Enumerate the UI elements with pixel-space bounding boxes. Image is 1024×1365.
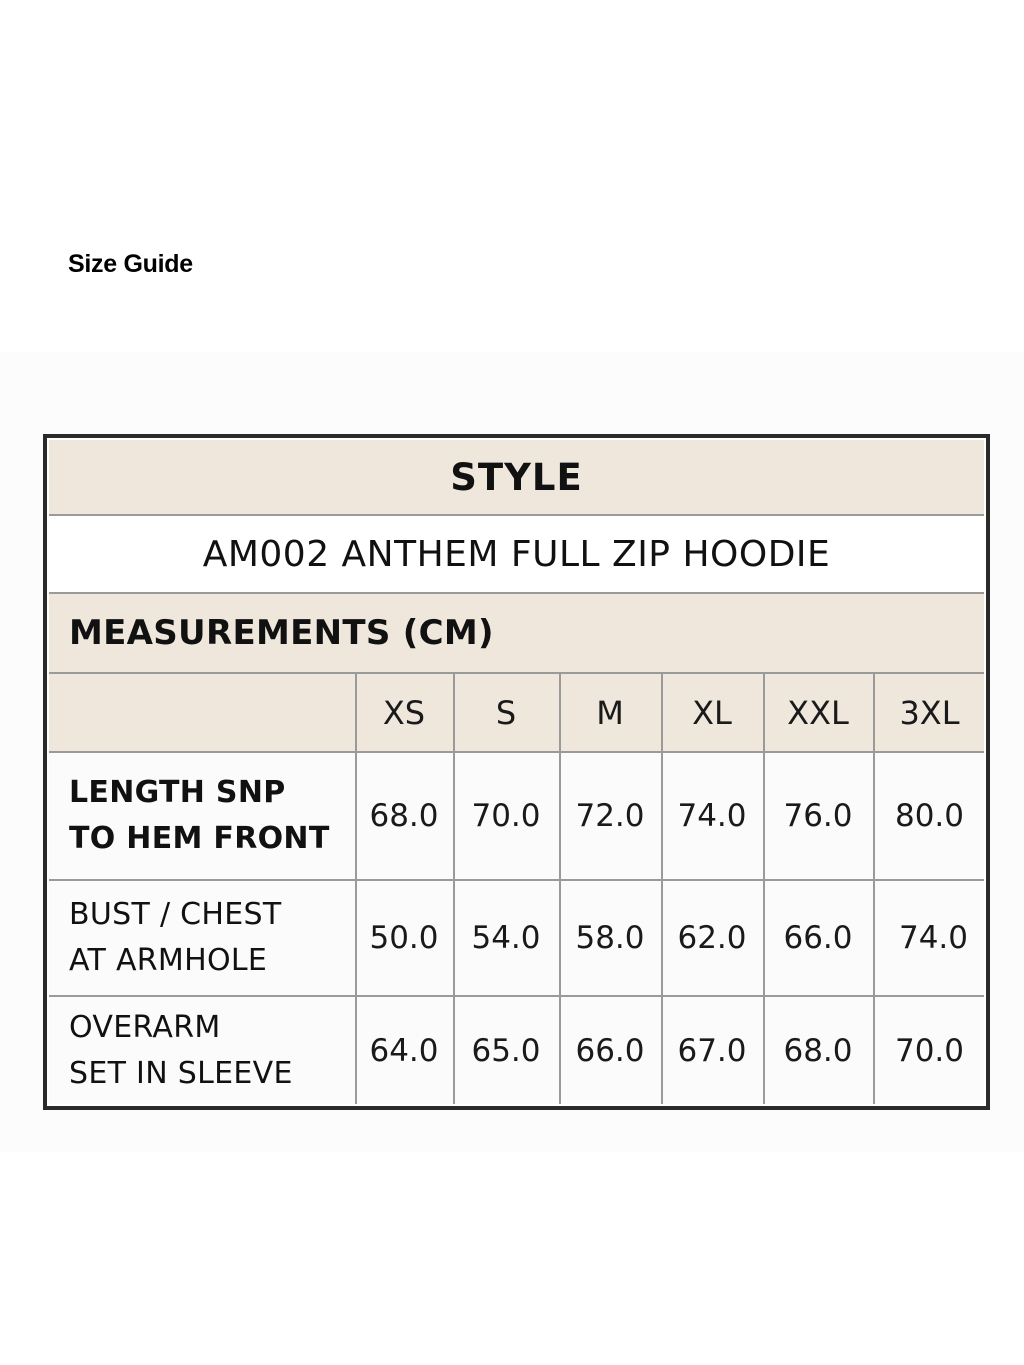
table-row [49, 881, 984, 995]
measurement-cell: 80.0 [894, 798, 965, 834]
size-table [43, 434, 990, 1110]
measurement-cell: 72.0 [575, 798, 645, 834]
row-label [49, 881, 375, 995]
row-label-line: BUST / CHEST [69, 897, 282, 932]
row-label-line: LENGTH SNP [69, 775, 286, 810]
column-divider [873, 674, 875, 1104]
row-label [49, 997, 375, 1104]
measurement-cell: 50.0 [369, 920, 439, 956]
size-header-3xl: 3XL [899, 693, 960, 732]
measurement-cell: 70.0 [894, 1032, 965, 1069]
column-divider [355, 674, 357, 1104]
measurement-cell: 67.0 [677, 1032, 747, 1069]
measurement-cell: 74.0 [898, 920, 968, 956]
size-header-s: S [495, 693, 517, 732]
row-label [49, 753, 375, 879]
measurements-header: MEASUREMENTS (CM) [49, 594, 984, 672]
measurements-grid [49, 674, 984, 1104]
row-label-line: OVERARM [69, 1009, 221, 1045]
row-label-line: TO HEM FRONT [69, 821, 330, 856]
measurement-cell: 66.0 [575, 1032, 645, 1069]
measurement-cell: 54.0 [471, 920, 541, 956]
column-divider [661, 674, 663, 1104]
column-divider [453, 674, 455, 1104]
measurement-cell: 76.0 [783, 798, 853, 834]
size-header-xxl: XXL [787, 693, 849, 732]
measurement-cell: 62.0 [677, 920, 747, 956]
measurement-cell: 58.0 [575, 920, 645, 956]
measurement-cell: 66.0 [783, 920, 853, 956]
table-row [49, 997, 984, 1104]
page-title: Size Guide [68, 250, 193, 278]
size-header-xs: XS [382, 693, 426, 732]
sizes-header-row [49, 674, 984, 751]
measurement-cell: 64.0 [369, 1032, 439, 1069]
column-divider [559, 674, 561, 1104]
measurement-cell: 70.0 [471, 798, 541, 834]
measurement-cell: 68.0 [369, 798, 439, 834]
row-label-line: SET IN SLEEVE [69, 1055, 293, 1091]
measurement-cell: 74.0 [677, 798, 747, 834]
table-row [49, 753, 984, 879]
product-name: AM002 ANTHEM FULL ZIP HOODIE [49, 516, 984, 592]
size-header-m: M [596, 693, 624, 732]
row-label-line: AT ARMHOLE [69, 943, 268, 978]
column-divider [763, 674, 765, 1104]
size-header-xl: XL [692, 693, 732, 732]
measurement-cell: 68.0 [783, 1032, 853, 1069]
measurement-cell: 65.0 [471, 1032, 541, 1069]
style-header: STYLE [49, 440, 984, 514]
